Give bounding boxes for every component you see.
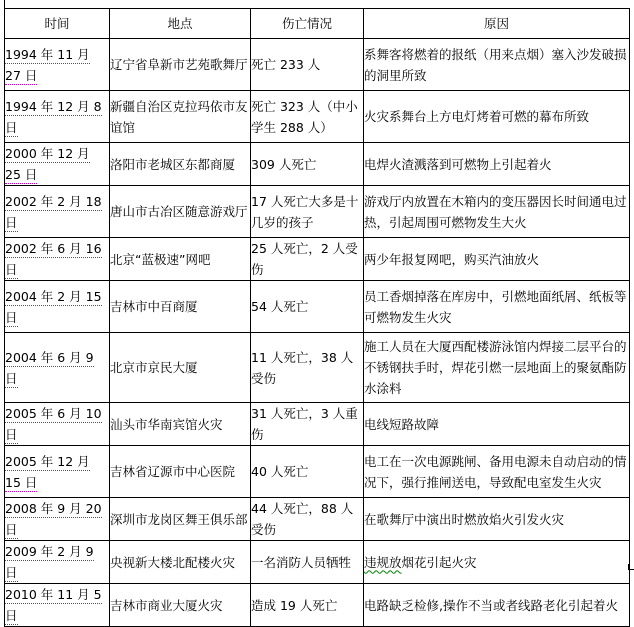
cell-time (5, 186, 110, 238)
header-row (5, 9, 630, 39)
table-row (5, 541, 630, 584)
cell-cause: 游戏厅内放置在木箱内的变压器因长时间通电过热，引起周围可燃物发生大火 (364, 186, 630, 238)
fire-incidents-document (4, 8, 630, 627)
cell-casualties: 54 人死亡 (251, 281, 364, 333)
date-text: 2004 年 6 月 9 日 (5, 349, 94, 386)
cell-time (5, 91, 110, 143)
cell-casualties: 造成 19 人死亡 (251, 584, 364, 627)
cell-cause: 电线短路故障 (364, 403, 630, 446)
cell-casualties: 40 人死亡 (251, 446, 364, 498)
cell-time (5, 281, 110, 333)
cell-casualties: 死亡 233 人 (251, 39, 364, 91)
table-row (5, 498, 630, 541)
table-row (5, 91, 630, 143)
cell-casualties: 309 人死亡 (251, 143, 364, 186)
cell-location: 吉林市商业大厦火灾 (110, 584, 251, 627)
date-text: 2002 年 2 月 18 日 (5, 193, 102, 230)
table-row (5, 446, 630, 498)
date-text: 2010 年 11 月 5 日 (5, 587, 102, 623)
date-text: 2005 年 6 月 10 日 (5, 406, 102, 442)
cell-time (5, 403, 110, 446)
cell-location: 吉林省辽源市中心医院 (110, 446, 251, 498)
table-header (5, 9, 630, 39)
date-text: 1994 年 12 月 8 日 (5, 98, 102, 135)
date-text: 2008 年 9 月 20 日 (5, 501, 102, 537)
date-text: 2000 年 12 月 25 日 (5, 146, 90, 182)
cell-cause: 电工在一次电源跳闸、备用电源未自动启动的情况下，强行推闸送电，导致配电室发生火灾 (364, 446, 630, 498)
cause-text: 烟花引起火灾 (401, 554, 477, 570)
cell-time (5, 238, 110, 281)
date-text: 2002 年 6 月 16 日 (5, 241, 102, 277)
table-body (5, 39, 630, 627)
fire-incidents-table (4, 8, 630, 627)
cell-time (5, 39, 110, 91)
table-row (5, 281, 630, 333)
cell-casualties: 17 人死亡大多是十几岁的孩子 (251, 186, 364, 238)
cell-location: 新疆自治区克拉玛依市友谊馆 (110, 91, 251, 143)
cell-location: 北京“蓝极速”网吧 (110, 238, 251, 281)
cell-cause: 电路缺乏检修,操作不当或者线路老化引起着火 (364, 584, 630, 627)
cell-location: 北京市京民大厦 (110, 333, 251, 403)
table-row (5, 403, 630, 446)
cell-cause: 系舞客将燃着的报纸（用来点烟）塞入沙发破损的洞里所致 (364, 39, 630, 91)
cell-location: 吉林市中百商厦 (110, 281, 251, 333)
cell-cause: 电焊火渣溅落到可燃物上引起着火 (364, 143, 630, 186)
cell-location: 洛阳市老城区东都商厦 (110, 143, 251, 186)
table-row (5, 584, 630, 627)
cell-casualties: 31 人死亡，3 人重伤 (251, 403, 364, 446)
cell-casualties: 25 人死亡，2 人受伤 (251, 238, 364, 281)
header-location: 地点 (110, 9, 251, 39)
date-text: 1994 年 11 月 27 日 (5, 46, 90, 83)
cell-cause: 在歌舞厅中演出时燃放焰火引发火灾 (364, 498, 630, 541)
date-text: 2009 年 2 月 9 日 (5, 544, 94, 580)
header-time: 时间 (5, 9, 110, 39)
cell-casualties: 死亡 323 人（中小学生 288 人） (251, 91, 364, 143)
cell-casualties: 11 人死亡，38 人受伤 (251, 333, 364, 403)
table-row (5, 333, 630, 403)
table-row (5, 143, 630, 186)
table-row (5, 238, 630, 281)
cell-cause: 施工人员在大厦西配楼游泳馆内焊接二层平台的不锈钢扶手时，焊花引燃一层地面上的聚氨酯防水涂料 (364, 333, 630, 403)
cell-location: 深圳市龙岗区舞王俱乐部 (110, 498, 251, 541)
cell-casualties: 44 人死亡，88 人受伤 (251, 498, 364, 541)
cell-time (5, 541, 110, 584)
cell-time (5, 584, 110, 627)
table-row (5, 186, 630, 238)
cell-time (5, 446, 110, 498)
date-text: 2004 年 2 月 15 日 (5, 288, 102, 325)
cell-cause: 火灾系舞台上方电灯烤着可燃的幕布所致 (364, 91, 630, 143)
cell-time (5, 498, 110, 541)
cell-casualties: 一名消防人员牺牲 (251, 541, 364, 584)
cell-location: 汕头市华南宾馆火灾 (110, 403, 251, 446)
date-text: 2005 年 12 月 15 日 (5, 453, 90, 490)
cell-time (5, 333, 110, 403)
cell-cause (364, 541, 630, 584)
cell-cause: 员工香烟掉落在库房中，引燃地面纸屑、纸板等可燃物发生火灾 (364, 281, 630, 333)
table-row (5, 39, 630, 91)
header-casualties: 伤亡情况 (251, 9, 364, 39)
cell-location: 唐山市古冶区随意游戏厅 (110, 186, 251, 238)
cell-cause: 两少年报复网吧，购买汽油放火 (364, 238, 630, 281)
cell-time (5, 143, 110, 186)
cell-location: 辽宁省阜新市艺苑歌舞厅 (110, 39, 251, 91)
header-cause: 原因 (364, 9, 630, 39)
cell-location: 央视新大楼北配楼火灾 (110, 541, 251, 584)
spellcheck-marked-text: 违规放 (364, 554, 402, 570)
